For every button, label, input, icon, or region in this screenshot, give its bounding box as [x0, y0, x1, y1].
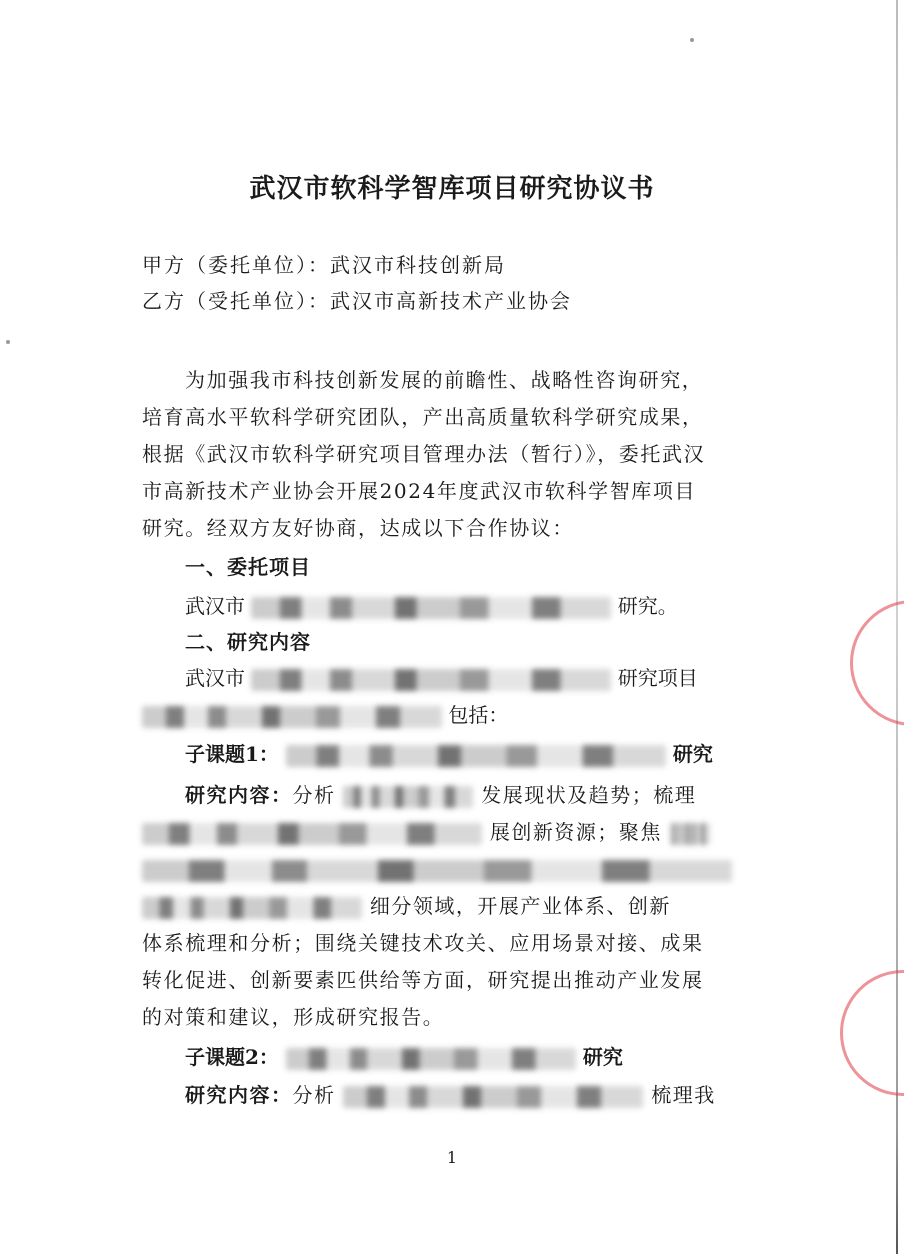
red-seal-stamp: [840, 970, 904, 1096]
text: 研究。: [617, 594, 678, 618]
entrusted-project-line: [185, 592, 678, 620]
redacted-text: [343, 786, 473, 808]
subtopic-1-content: 的对策和建议，形成研究报告。: [142, 1005, 445, 1029]
text: 包括：: [448, 703, 509, 727]
content-label: 研究内容：: [185, 783, 293, 807]
text: 研究项目: [617, 666, 698, 690]
redacted-text: [142, 860, 732, 882]
red-seal-stamp: [850, 600, 904, 726]
intro-line: 研究。经双方友好协商，达成以下合作协议：: [142, 516, 574, 540]
text: 分析: [292, 1083, 336, 1107]
subtopic-1-content: 体系梳理和分析；围绕关键技术攻关、应用场景对接、成果: [142, 931, 704, 955]
research-content-line: [142, 701, 508, 729]
redacted-text: [286, 1048, 576, 1070]
subtopic-2-content: [185, 1081, 716, 1109]
scan-speck: [6, 340, 10, 344]
redacted-text: [142, 706, 442, 728]
text: 武汉市: [185, 594, 245, 618]
redacted-text: [286, 745, 666, 767]
intro-line: 培育高水平软科学研究团队，产出高质量软科学研究成果，: [142, 405, 704, 429]
section-heading: 一、委托项目: [185, 555, 311, 579]
redacted-text: [251, 597, 611, 619]
redacted-text: [142, 823, 482, 845]
subtopic-2-title: [185, 1043, 623, 1071]
text: 研究: [582, 1045, 623, 1069]
research-content-line: [185, 664, 698, 692]
text: 研究: [672, 742, 713, 766]
intro-line: 为加强我市科技创新发展的前瞻性、战略性咨询研究，: [185, 368, 704, 392]
intro-line: 市高新技术产业协会开展2024年度武汉市软科学智库项目: [142, 479, 697, 503]
redacted-text: [142, 897, 362, 919]
page-number: 1: [446, 1148, 458, 1167]
section-heading: 二、研究内容: [185, 630, 311, 654]
text: 展创新资源；聚焦: [489, 820, 662, 844]
redacted-text: [251, 669, 611, 691]
scan-speck: [690, 38, 694, 42]
content-label: 研究内容：: [185, 1083, 293, 1107]
subtopic-1-content: [142, 892, 671, 920]
text: 分析: [292, 783, 336, 807]
subtopic-1-content: [142, 855, 732, 883]
redacted-text: [343, 1086, 643, 1108]
subtopic-label: 子课题2：: [185, 1045, 279, 1069]
text: 梳理我: [651, 1083, 716, 1107]
subtopic-1-content: [185, 781, 696, 809]
party-b: 乙方（受托单位）：武汉市高新技术产业协会: [142, 289, 572, 313]
subtopic-1-content: 转化促进、创新要素匹供给等方面，研究提出推动产业发展: [142, 968, 704, 992]
intro-line: 根据《武汉市软科学研究项目管理办法（暂行）》，委托武汉: [142, 442, 706, 466]
party-a: 甲方（委托单位）：武汉市科技创新局: [142, 253, 506, 277]
subtopic-label: 子课题1：: [185, 742, 279, 766]
redacted-text: [670, 823, 710, 845]
subtopic-1-title: [185, 740, 713, 768]
text: 发展现状及趋势；梳理: [481, 783, 697, 807]
subtopic-1-content: [142, 818, 710, 846]
document-title: 武汉市软科学智库项目研究协议书: [249, 174, 655, 204]
text: 武汉市: [185, 666, 245, 690]
text: 细分领域，开展产业体系、创新: [369, 894, 671, 918]
